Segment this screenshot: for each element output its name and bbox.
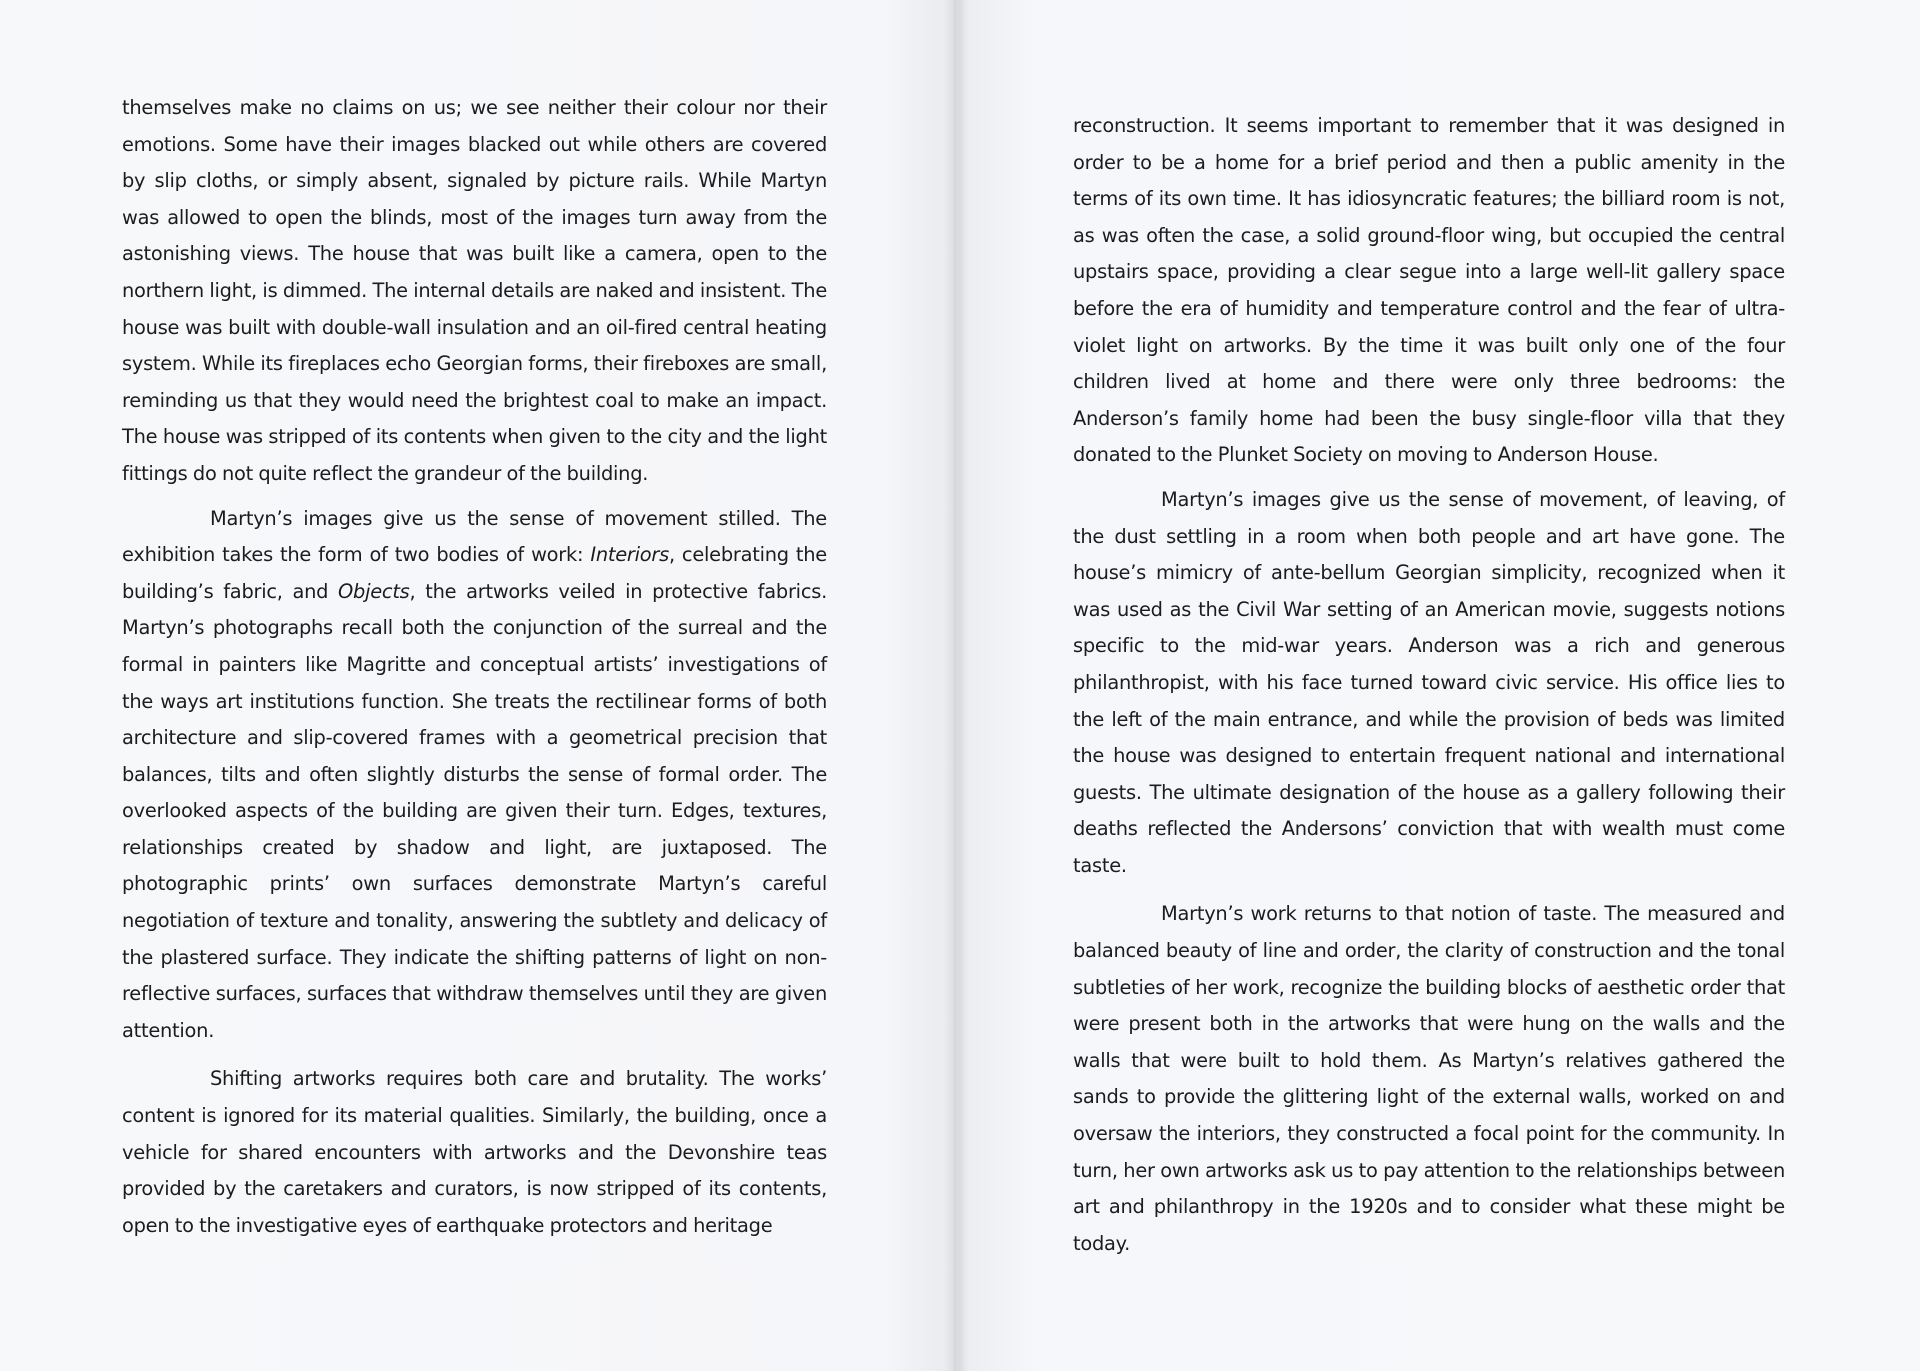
right-paragraph-1: reconstruction. It seems important to remember that it was designed in order to be a home for a brief period and then a public amenity in the terms of its own time. It has idiosyncratic features; the billiard room is not, as was often the case, a solid ground-floor wing, but occupied the central upstairs space, providing a clear segue into a large well-lit gallery space before the era of humidity and temperature control and the fear of ultra-violet light on artworks. By the time it was built only one of the four children lived at home and there were only three bedrooms: the Anderson’s family home had been the busy single-floor villa that they donated to the Plunket Society on moving to Anderson House. — [1073, 114, 1785, 467]
interiors-title: Interiors — [590, 543, 669, 567]
right-text-column — [1073, 108, 1785, 1262]
left-paragraph-2-part-b: , celebrating the building’s fabric, and — [122, 543, 827, 603]
right-paragraph-3: Martyn’s work returns to that notion of taste. The measured and balanced beauty of line and order, the clarity of construction and the tonal subtleties of her work, recognize the building blocks of aesthetic order that were present both in the artworks that were hung on the walls and the walls that were built to hold them. As Martyn’s relatives gathered the sands to provide the glittering light of the external walls, worked on and oversaw the interiors, they constructed a focal point for the community. In turn, her own artworks ask us to pay attention to the relationships between art and philanthropy in the 1920s and to consider what these might be today. — [1073, 902, 1785, 1255]
right-paragraph-2: Martyn’s images give us the sense of movement, of leaving, of the dust settling in a room when both people and art have gone. The house’s mimicry of ante-bellum Georgian simplicity, recognized when it was used as the Civil War setting of an American movie, suggests notions specific to the mid-war years. Anderson was a rich and generous philanthropist, with his face turned toward civic service. His office lies to the left of the main entrance, and while the provision of beds was limited the house was designed to entertain frequent national and international guests. The ultimate designation of the house as a gallery following their deaths reflected the Andersons’ conviction that with wealth must come taste. — [1073, 487, 1785, 877]
left-paragraph-1: themselves make no claims on us; we see neither their colour nor their emotions. Some have their images blacked out while others are covered by slip cloths, or simply absent, signaled by picture rails. While Martyn was allowed to open the blinds, most of the images turn away from the astonishing views. The house that was built like a camera, open to the northern light, is dimmed. The internal details are naked and insistent. The house was built with double-wall insulation and an oil-fired central heating system. While its fireplaces echo Georgian forms, their fireboxes are small, reminding us that they would need the brightest coal to make an impact. The house was stripped of its contents when given to the city and the light fittings do not quite reflect the grandeur of the building. — [122, 96, 827, 485]
left-paragraph-2-part-c: , the artworks veiled in protective fabrics. Martyn’s photographs recall both the conjunction of the surreal and the formal in painters like Magritte and conceptual artists’ investigations of the ways art institutions function. She treats the rectilinear forms of both architecture and slip-covered frames with a geometrical precision that balances, tilts and often slightly disturbs the sense of formal order. The overlooked aspects of the building are given their turn. Edges, textures, relationships created by shadow and light, are juxtaposed. The photographic prints’ own surfaces demonstrate Martyn’s careful negotiation of texture and tonality, answering the subtlety and delicacy of the plastered surface. They indicate the shifting patterns of light on non-reflective surfaces, surfaces that withdraw themselves until they are given attention. — [122, 579, 827, 1042]
left-paragraph-3: Shifting artworks requires both care and brutality. The works’ content is ignored for its material qualities. Similarly, the building, once a vehicle for shared encounters with artworks and the Devonshire teas provided by the caretakers and curators, is now stripped of its contents, open to the investigative eyes of earthquake protectors and heritage — [122, 1067, 827, 1237]
objects-title: Objects — [338, 579, 410, 603]
left-text-column — [122, 90, 827, 1244]
left-paragraph-2-part-a: Martyn’s images give us the sense of movement stilled. The exhibition takes the form of two bodies of work: — [122, 506, 827, 567]
left-paragraph-2 — [122, 501, 827, 1050]
right-page — [955, 0, 1920, 1371]
left-page — [0, 0, 955, 1371]
